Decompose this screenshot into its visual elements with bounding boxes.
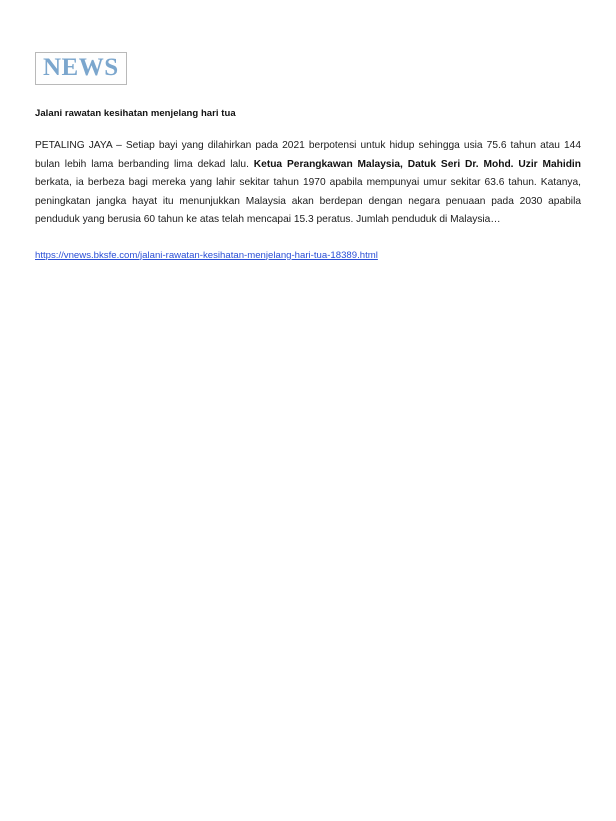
article-text-bold: Ketua Perangkawan Malaysia, Datuk Seri Dr. Mohd. Uzir Mahidin	[253, 158, 581, 170]
news-logo-text: NEWS	[43, 54, 119, 81]
article-text-part2: berkata, ia berbeza bagi mereka yang lahir sekitar tahun 1970 apabila mempunyai umur sekitar 63.6 tahun. Katanya, peningkatan jangka hayat itu menunjukkan Malaysia akan berdepan dengan negara penuaan pada 2030 apabila penduduk yang berusia 60 tahun ke atas telah mencapai 15.3 peratus. Jumlah penduduk di Malaysia…	[35, 177, 581, 226]
news-logo	[35, 52, 127, 85]
document-content	[35, 52, 581, 261]
article-source-link[interactable]: https://vnews.bksfe.com/jalani-rawatan-kesihatan-menjelang-hari-tua-18389.html	[35, 249, 378, 261]
article-link-row	[35, 250, 581, 261]
article-headline: Jalani rawatan kesihatan menjelang hari tua	[35, 108, 236, 120]
article-body	[35, 137, 581, 230]
article-text-part1: PETALING JAYA – Setiap bayi yang dilahirkan pada 2021 berpotensi untuk hidup sehingga usia 75.6 tahun atau 144 bulan lebih lama berbanding lima dekad lalu.	[35, 140, 581, 170]
